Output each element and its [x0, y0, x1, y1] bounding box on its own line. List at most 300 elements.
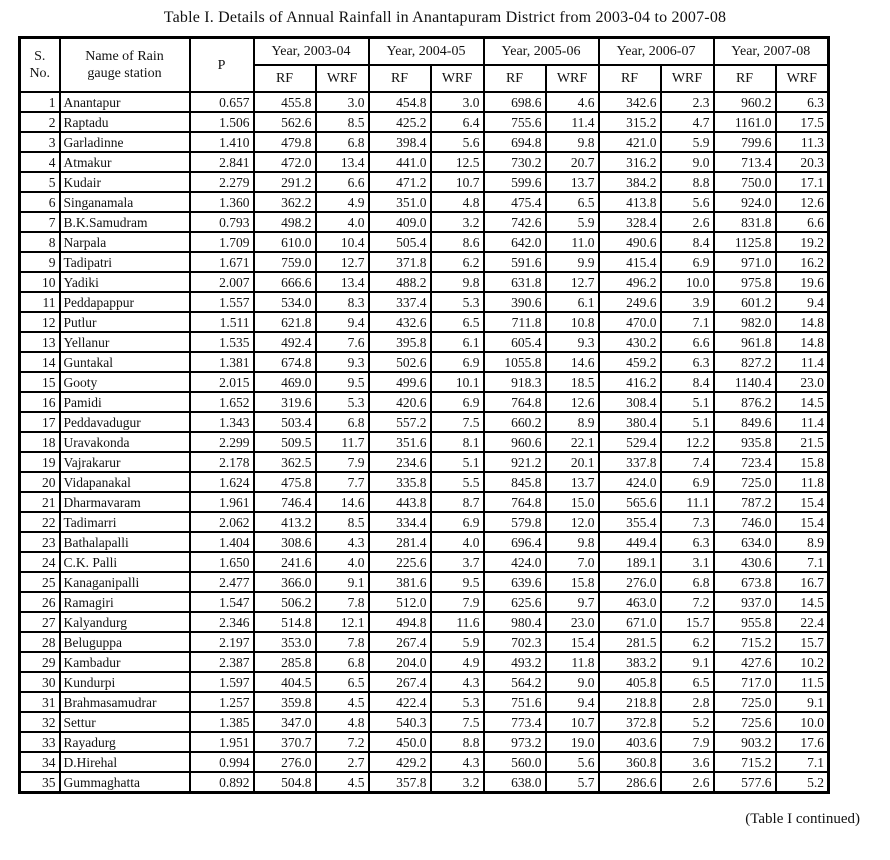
rf-cell: 328.4 — [599, 212, 661, 232]
wrf-cell: 15.8 — [776, 452, 829, 472]
wrf-cell: 10.8 — [546, 312, 599, 332]
wrf-cell: 5.6 — [546, 752, 599, 772]
wrf-cell: 4.3 — [431, 672, 484, 692]
wrf-cell: 9.4 — [546, 692, 599, 712]
sno-cell: 22 — [20, 512, 60, 532]
station-cell: Brahmasamudrar — [60, 692, 190, 712]
table-row — [20, 732, 829, 752]
wrf-cell: 6.3 — [776, 92, 829, 112]
rf-cell: 366.0 — [254, 572, 316, 592]
wrf-cell: 8.1 — [431, 432, 484, 452]
wrf-cell: 5.6 — [661, 192, 714, 212]
rf-cell: 449.4 — [599, 532, 661, 552]
station-cell: Narpala — [60, 232, 190, 252]
rf-subheader: RF — [369, 65, 431, 92]
sno-cell: 33 — [20, 732, 60, 752]
wrf-subheader: WRF — [431, 65, 484, 92]
wrf-cell: 9.8 — [431, 272, 484, 292]
station-cell: Yadiki — [60, 272, 190, 292]
rf-cell: 639.6 — [484, 572, 546, 592]
wrf-cell: 4.3 — [316, 532, 369, 552]
rf-cell: 764.8 — [484, 392, 546, 412]
rf-cell: 642.0 — [484, 232, 546, 252]
wrf-cell: 9.1 — [776, 692, 829, 712]
sno-cell: 13 — [20, 332, 60, 352]
wrf-cell: 3.6 — [661, 752, 714, 772]
table-row — [20, 552, 829, 572]
wrf-cell: 5.9 — [661, 132, 714, 152]
wrf-cell: 6.5 — [661, 672, 714, 692]
wrf-cell: 4.0 — [431, 532, 484, 552]
p-cell: 1.671 — [190, 252, 254, 272]
rf-cell: 725.6 — [714, 712, 776, 732]
wrf-cell: 7.9 — [431, 592, 484, 612]
wrf-cell: 10.4 — [316, 232, 369, 252]
rf-cell: 475.4 — [484, 192, 546, 212]
wrf-cell: 8.3 — [316, 292, 369, 312]
rf-cell: 634.0 — [714, 532, 776, 552]
rf-cell: 1055.8 — [484, 352, 546, 372]
station-cell: Putlur — [60, 312, 190, 332]
wrf-subheader: WRF — [316, 65, 369, 92]
rf-cell: 723.4 — [714, 452, 776, 472]
wrf-cell: 19.2 — [776, 232, 829, 252]
rf-cell: 493.2 — [484, 652, 546, 672]
wrf-cell: 4.6 — [546, 92, 599, 112]
wrf-cell: 7.8 — [316, 632, 369, 652]
wrf-cell: 3.9 — [661, 292, 714, 312]
sno-cell: 29 — [20, 652, 60, 672]
rf-cell: 711.8 — [484, 312, 546, 332]
wrf-cell: 6.1 — [431, 332, 484, 352]
wrf-cell: 4.5 — [316, 772, 369, 793]
wrf-cell: 11.6 — [431, 612, 484, 632]
station-cell: B.K.Samudram — [60, 212, 190, 232]
p-cell: 2.197 — [190, 632, 254, 652]
rf-cell: 937.0 — [714, 592, 776, 612]
wrf-cell: 7.1 — [776, 752, 829, 772]
station-cell: Tadipatri — [60, 252, 190, 272]
rf-cell: 591.6 — [484, 252, 546, 272]
rf-cell: 514.8 — [254, 612, 316, 632]
table-row — [20, 232, 829, 252]
sno-cell: 1 — [20, 92, 60, 112]
rf-cell: 498.2 — [254, 212, 316, 232]
wrf-cell: 7.5 — [431, 412, 484, 432]
table-row — [20, 272, 829, 292]
wrf-cell: 10.2 — [776, 652, 829, 672]
rf-cell: 746.0 — [714, 512, 776, 532]
p-cell: 2.062 — [190, 512, 254, 532]
rf-cell: 560.0 — [484, 752, 546, 772]
station-cell: Gummaghatta — [60, 772, 190, 793]
p-cell: 1.257 — [190, 692, 254, 712]
wrf-cell: 4.0 — [316, 552, 369, 572]
table-row — [20, 492, 829, 512]
rf-cell: 315.2 — [599, 112, 661, 132]
rf-cell: 471.2 — [369, 172, 431, 192]
rf-cell: 610.0 — [254, 232, 316, 252]
rf-cell: 351.6 — [369, 432, 431, 452]
wrf-cell: 14.6 — [316, 492, 369, 512]
wrf-cell: 11.1 — [661, 492, 714, 512]
wrf-cell: 9.3 — [316, 352, 369, 372]
sno-cell: 10 — [20, 272, 60, 292]
year-header-2006-07: Year, 2006-07 — [599, 38, 714, 66]
table-row — [20, 692, 829, 712]
wrf-cell: 6.9 — [431, 352, 484, 372]
wrf-cell: 3.2 — [431, 772, 484, 793]
rf-cell: 564.2 — [484, 672, 546, 692]
rf-cell: 529.4 — [599, 432, 661, 452]
sno-cell: 2 — [20, 112, 60, 132]
rf-cell: 534.0 — [254, 292, 316, 312]
rf-cell: 353.0 — [254, 632, 316, 652]
rf-cell: 395.8 — [369, 332, 431, 352]
sno-cell: 5 — [20, 172, 60, 192]
wrf-cell: 4.9 — [431, 652, 484, 672]
wrf-cell: 3.0 — [431, 92, 484, 112]
rf-cell: 319.6 — [254, 392, 316, 412]
wrf-cell: 13.4 — [316, 152, 369, 172]
p-cell: 1.951 — [190, 732, 254, 752]
table-row — [20, 152, 829, 172]
wrf-cell: 7.7 — [316, 472, 369, 492]
table-row — [20, 432, 829, 452]
rf-cell: 638.0 — [484, 772, 546, 793]
rf-cell: 370.7 — [254, 732, 316, 752]
table-row — [20, 512, 829, 532]
wrf-cell: 9.4 — [776, 292, 829, 312]
wrf-cell: 23.0 — [546, 612, 599, 632]
wrf-cell: 2.6 — [661, 212, 714, 232]
rf-cell: 189.1 — [599, 552, 661, 572]
wrf-cell: 13.4 — [316, 272, 369, 292]
sno-cell: 14 — [20, 352, 60, 372]
col-header-p: P — [190, 38, 254, 93]
rf-cell: 409.0 — [369, 212, 431, 232]
sno-cell: 9 — [20, 252, 60, 272]
station-cell: Peddavadugur — [60, 412, 190, 432]
wrf-cell: 4.7 — [661, 112, 714, 132]
wrf-cell: 20.3 — [776, 152, 829, 172]
p-cell: 2.015 — [190, 372, 254, 392]
wrf-cell: 19.0 — [546, 732, 599, 752]
rf-cell: 276.0 — [254, 752, 316, 772]
rf-cell: 955.8 — [714, 612, 776, 632]
wrf-cell: 4.3 — [431, 752, 484, 772]
rf-cell: 713.4 — [714, 152, 776, 172]
p-cell: 1.650 — [190, 552, 254, 572]
table-row — [20, 752, 829, 772]
wrf-cell: 3.1 — [661, 552, 714, 572]
p-cell: 1.506 — [190, 112, 254, 132]
rainfall-table — [18, 36, 830, 794]
rf-cell: 355.4 — [599, 512, 661, 532]
sno-cell: 12 — [20, 312, 60, 332]
rf-cell: 599.6 — [484, 172, 546, 192]
rf-cell: 924.0 — [714, 192, 776, 212]
rf-cell: 430.2 — [599, 332, 661, 352]
wrf-cell: 7.1 — [661, 312, 714, 332]
sno-cell: 16 — [20, 392, 60, 412]
rf-cell: 281.5 — [599, 632, 661, 652]
station-cell: Anantapur — [60, 92, 190, 112]
wrf-cell: 22.4 — [776, 612, 829, 632]
rf-cell: 577.6 — [714, 772, 776, 793]
rf-cell: 492.4 — [254, 332, 316, 352]
wrf-cell: 12.6 — [546, 392, 599, 412]
sno-cell: 6 — [20, 192, 60, 212]
wrf-cell: 10.1 — [431, 372, 484, 392]
header-row-top — [20, 38, 829, 66]
wrf-cell: 5.1 — [661, 412, 714, 432]
rf-cell: 504.8 — [254, 772, 316, 793]
sno-cell: 23 — [20, 532, 60, 552]
wrf-cell: 23.0 — [776, 372, 829, 392]
table-row — [20, 252, 829, 272]
wrf-cell: 15.7 — [661, 612, 714, 632]
wrf-cell: 6.8 — [316, 652, 369, 672]
table-row — [20, 172, 829, 192]
rf-cell: 405.8 — [599, 672, 661, 692]
table-row — [20, 572, 829, 592]
p-cell: 0.892 — [190, 772, 254, 793]
table-row — [20, 132, 829, 152]
sno-cell: 32 — [20, 712, 60, 732]
wrf-cell: 8.8 — [661, 172, 714, 192]
sno-cell: 35 — [20, 772, 60, 793]
wrf-cell: 5.3 — [431, 692, 484, 712]
rf-cell: 512.0 — [369, 592, 431, 612]
rf-cell: 773.4 — [484, 712, 546, 732]
rf-cell: 276.0 — [599, 572, 661, 592]
wrf-cell: 16.2 — [776, 252, 829, 272]
wrf-cell: 10.7 — [431, 172, 484, 192]
wrf-cell: 6.9 — [661, 252, 714, 272]
col-header-sno — [20, 38, 60, 93]
rf-cell: 674.8 — [254, 352, 316, 372]
table-row — [20, 712, 829, 732]
wrf-cell: 8.4 — [661, 372, 714, 392]
year-header-2005-06: Year, 2005-06 — [484, 38, 599, 66]
p-cell: 1.385 — [190, 712, 254, 732]
wrf-cell: 11.7 — [316, 432, 369, 452]
col-header-sno-line1: S. — [34, 49, 46, 64]
rf-cell: 342.6 — [599, 92, 661, 112]
wrf-cell: 6.5 — [316, 672, 369, 692]
wrf-cell: 15.8 — [546, 572, 599, 592]
wrf-cell: 15.0 — [546, 492, 599, 512]
rf-cell: 204.0 — [369, 652, 431, 672]
station-cell: C.K. Palli — [60, 552, 190, 572]
p-cell: 1.410 — [190, 132, 254, 152]
table-row — [20, 612, 829, 632]
table-row — [20, 392, 829, 412]
wrf-cell: 5.5 — [431, 472, 484, 492]
station-cell: Peddapappur — [60, 292, 190, 312]
wrf-cell: 11.4 — [776, 352, 829, 372]
year-header-2003-04: Year, 2003-04 — [254, 38, 369, 66]
table-row — [20, 412, 829, 432]
wrf-cell: 7.4 — [661, 452, 714, 472]
p-cell: 1.381 — [190, 352, 254, 372]
wrf-cell: 6.5 — [546, 192, 599, 212]
station-cell: Vajrakarur — [60, 452, 190, 472]
wrf-cell: 7.2 — [316, 732, 369, 752]
p-cell: 1.547 — [190, 592, 254, 612]
station-cell: Kudair — [60, 172, 190, 192]
rf-cell: 725.0 — [714, 472, 776, 492]
rf-cell: 383.2 — [599, 652, 661, 672]
p-cell: 1.360 — [190, 192, 254, 212]
wrf-cell: 3.2 — [431, 212, 484, 232]
rf-cell: 715.2 — [714, 752, 776, 772]
sno-cell: 27 — [20, 612, 60, 632]
wrf-cell: 3.7 — [431, 552, 484, 572]
p-cell: 1.652 — [190, 392, 254, 412]
sno-cell: 24 — [20, 552, 60, 572]
wrf-cell: 10.7 — [546, 712, 599, 732]
rf-cell: 698.6 — [484, 92, 546, 112]
station-cell: Dharmavaram — [60, 492, 190, 512]
wrf-cell: 13.7 — [546, 472, 599, 492]
table-row — [20, 672, 829, 692]
rf-cell: 415.4 — [599, 252, 661, 272]
rf-cell: 281.4 — [369, 532, 431, 552]
rf-cell: 982.0 — [714, 312, 776, 332]
wrf-cell: 12.7 — [546, 272, 599, 292]
wrf-cell: 12.0 — [546, 512, 599, 532]
rf-cell: 421.0 — [599, 132, 661, 152]
wrf-cell: 4.9 — [316, 192, 369, 212]
rf-cell: 502.6 — [369, 352, 431, 372]
wrf-cell: 7.5 — [431, 712, 484, 732]
col-header-sno-line2: No. — [29, 66, 51, 81]
wrf-cell: 5.2 — [661, 712, 714, 732]
sno-cell: 3 — [20, 132, 60, 152]
sno-cell: 11 — [20, 292, 60, 312]
p-cell: 1.404 — [190, 532, 254, 552]
wrf-cell: 4.5 — [316, 692, 369, 712]
rf-cell: 725.0 — [714, 692, 776, 712]
p-cell: 1.709 — [190, 232, 254, 252]
wrf-cell: 5.6 — [431, 132, 484, 152]
table-row — [20, 352, 829, 372]
p-cell: 0.657 — [190, 92, 254, 112]
p-cell: 2.279 — [190, 172, 254, 192]
rf-cell: 666.6 — [254, 272, 316, 292]
rf-cell: 750.0 — [714, 172, 776, 192]
wrf-cell: 6.8 — [316, 132, 369, 152]
table-row — [20, 312, 829, 332]
wrf-cell: 4.0 — [316, 212, 369, 232]
rf-cell: 380.4 — [599, 412, 661, 432]
wrf-cell: 9.0 — [546, 672, 599, 692]
wrf-cell: 5.1 — [661, 392, 714, 412]
rf-cell: 746.4 — [254, 492, 316, 512]
rf-cell: 429.2 — [369, 752, 431, 772]
p-cell: 2.387 — [190, 652, 254, 672]
wrf-cell: 6.9 — [661, 472, 714, 492]
rf-cell: 787.2 — [714, 492, 776, 512]
rf-cell: 971.0 — [714, 252, 776, 272]
station-cell: Vidapanakal — [60, 472, 190, 492]
table-row — [20, 332, 829, 352]
wrf-cell: 6.6 — [316, 172, 369, 192]
station-cell: D.Hirehal — [60, 752, 190, 772]
rf-cell: 422.4 — [369, 692, 431, 712]
rf-cell: 557.2 — [369, 412, 431, 432]
rf-cell: 631.8 — [484, 272, 546, 292]
rf-cell: 308.4 — [599, 392, 661, 412]
wrf-cell: 2.3 — [661, 92, 714, 112]
rf-cell: 980.4 — [484, 612, 546, 632]
wrf-cell: 5.9 — [546, 212, 599, 232]
rf-cell: 849.6 — [714, 412, 776, 432]
wrf-cell: 7.2 — [661, 592, 714, 612]
rf-cell: 935.8 — [714, 432, 776, 452]
sno-cell: 21 — [20, 492, 60, 512]
wrf-cell: 5.3 — [316, 392, 369, 412]
rf-subheader: RF — [599, 65, 661, 92]
rf-cell: 424.0 — [484, 552, 546, 572]
rf-cell: 234.6 — [369, 452, 431, 472]
wrf-cell: 6.2 — [661, 632, 714, 652]
rf-cell: 351.0 — [369, 192, 431, 212]
wrf-cell: 21.5 — [776, 432, 829, 452]
station-cell: Tadimarri — [60, 512, 190, 532]
wrf-cell: 4.8 — [431, 192, 484, 212]
rf-cell: 360.8 — [599, 752, 661, 772]
sno-cell: 30 — [20, 672, 60, 692]
table-row — [20, 212, 829, 232]
wrf-cell: 17.1 — [776, 172, 829, 192]
rf-cell: 416.2 — [599, 372, 661, 392]
rf-cell: 475.8 — [254, 472, 316, 492]
wrf-cell: 6.5 — [431, 312, 484, 332]
table-row — [20, 652, 829, 672]
rf-cell: 742.6 — [484, 212, 546, 232]
table-row — [20, 452, 829, 472]
rf-cell: 975.8 — [714, 272, 776, 292]
rf-cell: 420.6 — [369, 392, 431, 412]
station-cell: Garladinne — [60, 132, 190, 152]
rf-cell: 455.8 — [254, 92, 316, 112]
rf-cell: 1161.0 — [714, 112, 776, 132]
wrf-cell: 6.3 — [661, 352, 714, 372]
wrf-cell: 2.7 — [316, 752, 369, 772]
rf-cell: 469.0 — [254, 372, 316, 392]
rf-cell: 398.4 — [369, 132, 431, 152]
sno-cell: 18 — [20, 432, 60, 452]
wrf-cell: 20.7 — [546, 152, 599, 172]
rf-cell: 960.6 — [484, 432, 546, 452]
rf-cell: 579.8 — [484, 512, 546, 532]
rf-cell: 267.4 — [369, 672, 431, 692]
wrf-cell: 10.0 — [776, 712, 829, 732]
rf-cell: 565.6 — [599, 492, 661, 512]
page-title: Table I. Details of Annual Rainfall in Anantapuram District from 2003-04 to 2007-08 — [163, 9, 727, 26]
rf-cell: 921.2 — [484, 452, 546, 472]
wrf-cell: 11.4 — [546, 112, 599, 132]
wrf-cell: 15.4 — [776, 512, 829, 532]
wrf-cell: 9.1 — [316, 572, 369, 592]
rf-cell: 413.8 — [599, 192, 661, 212]
wrf-cell: 9.0 — [661, 152, 714, 172]
sno-cell: 25 — [20, 572, 60, 592]
p-cell: 1.343 — [190, 412, 254, 432]
